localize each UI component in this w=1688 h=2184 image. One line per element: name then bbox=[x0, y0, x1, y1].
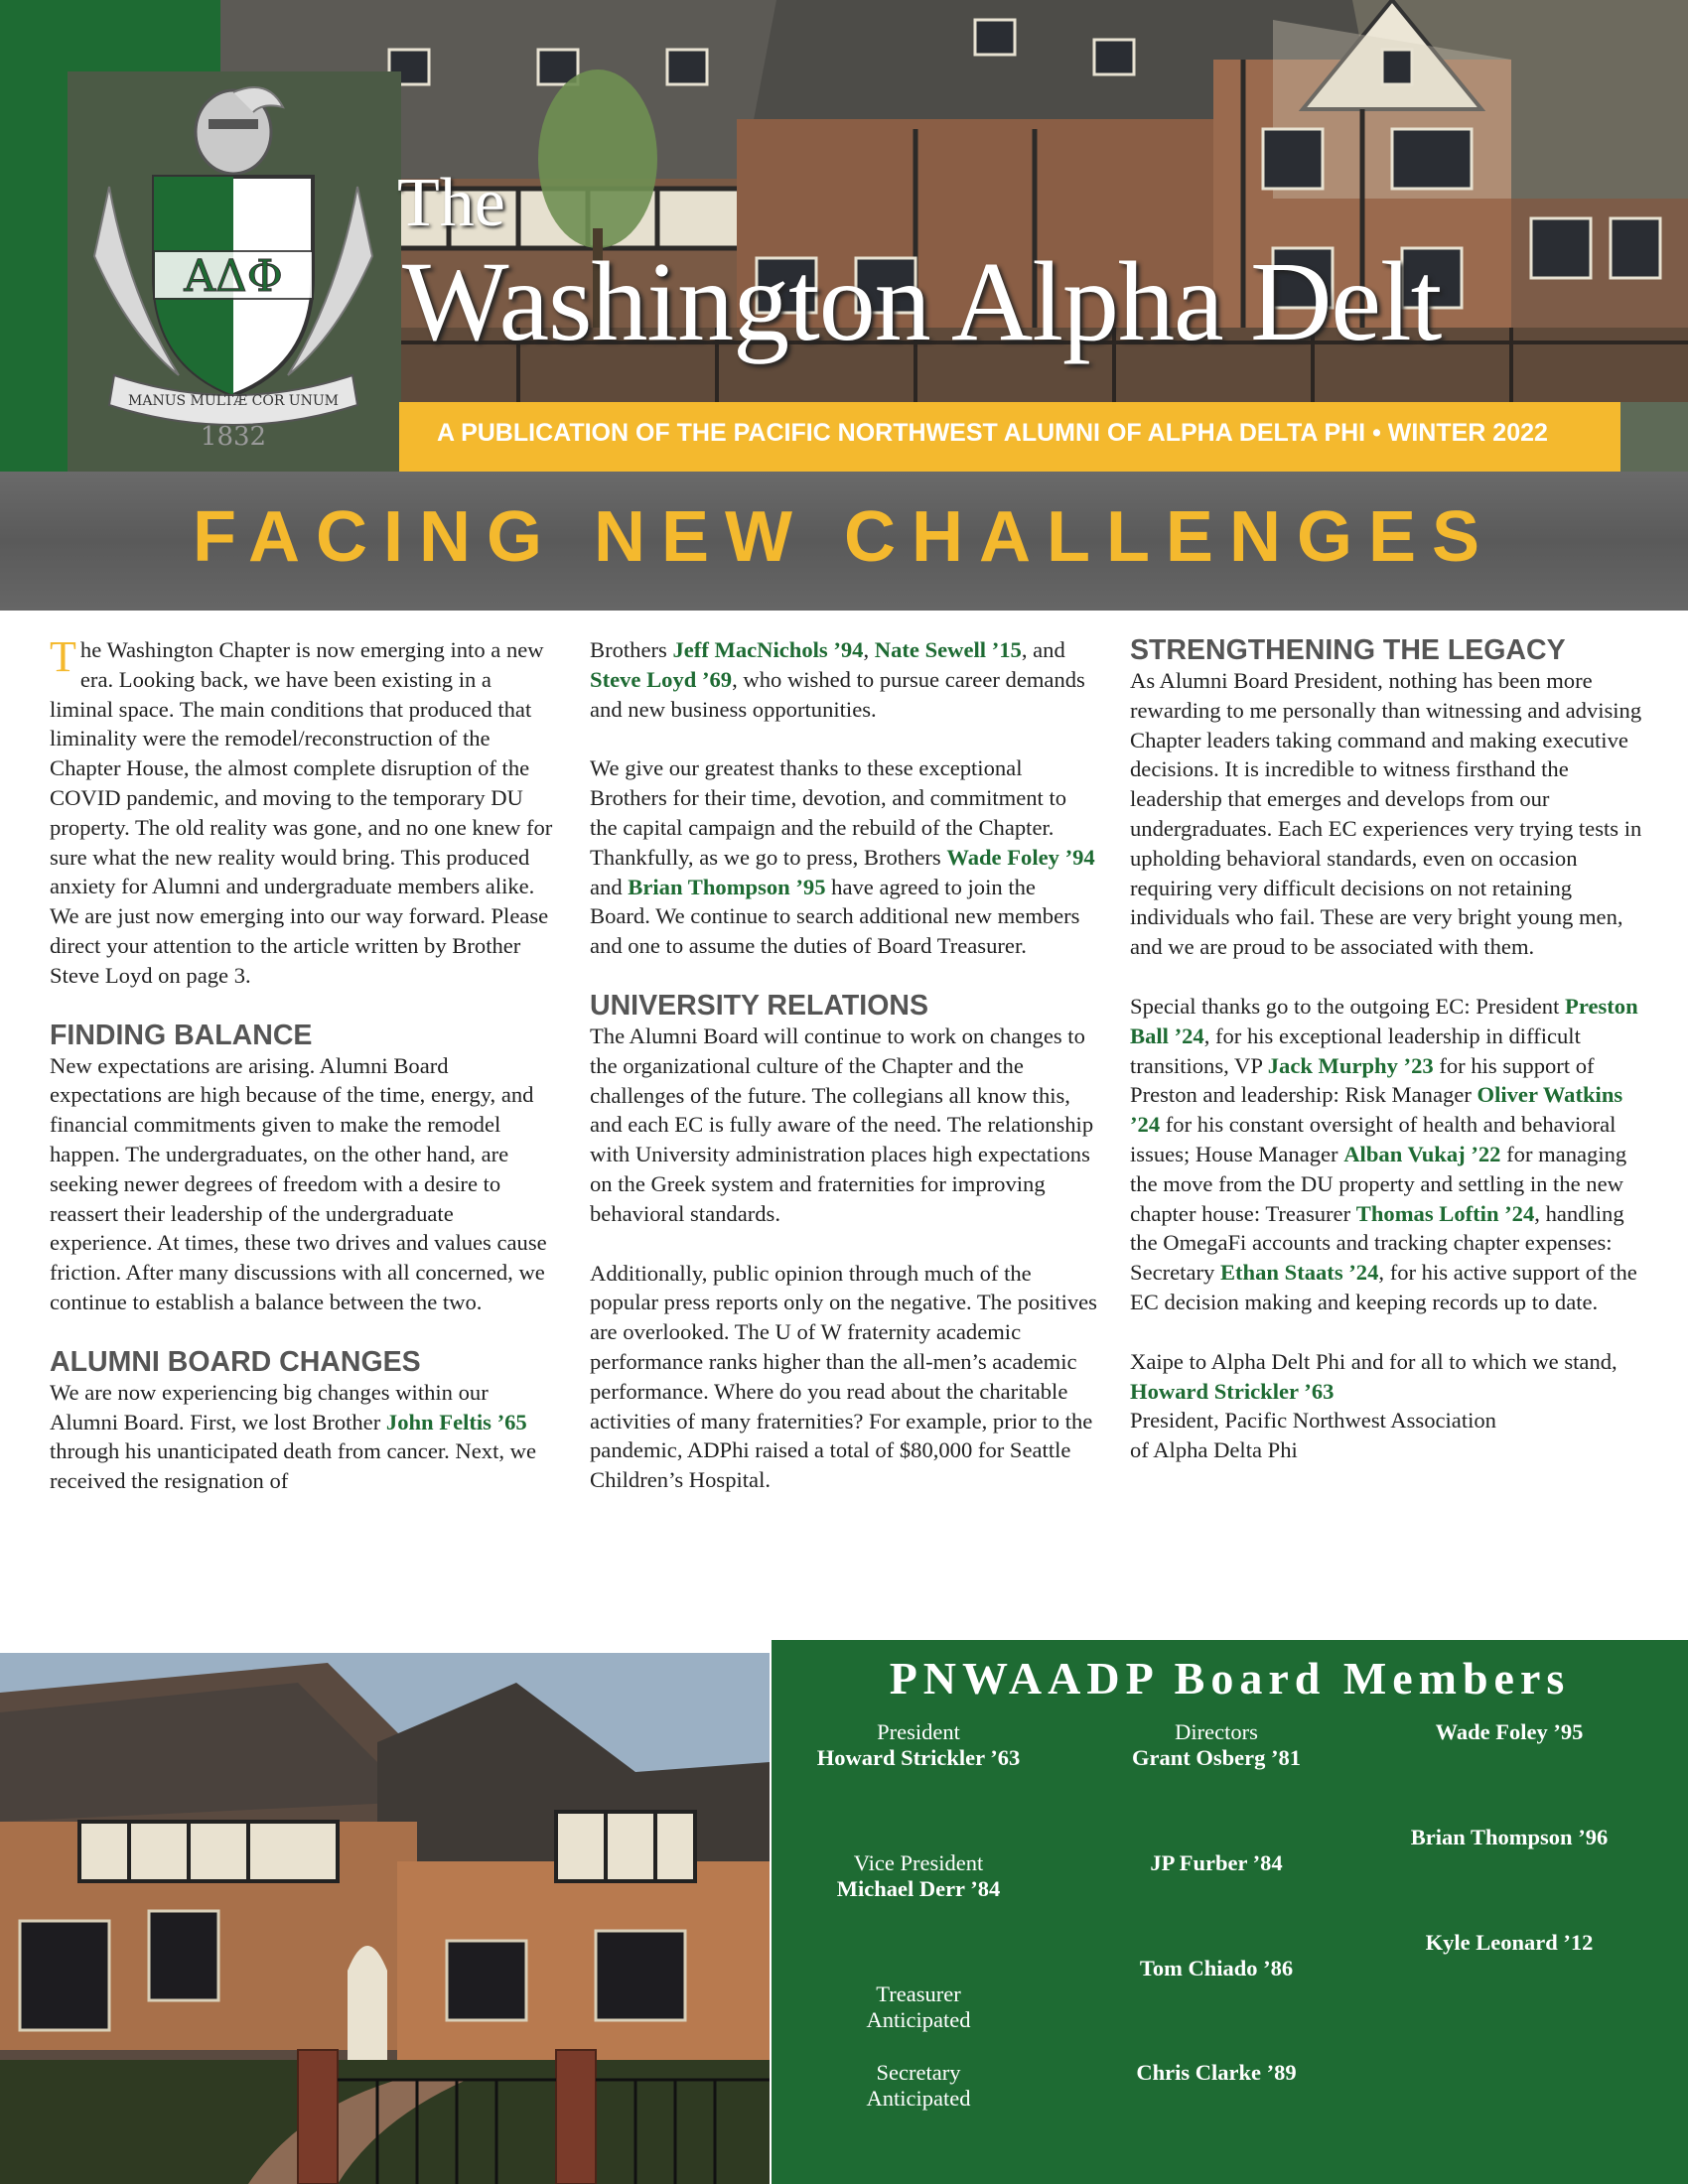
name-preston-ball: Preston Ball ’24 bbox=[1130, 993, 1638, 1048]
member-name: Tom Chiado ’86 bbox=[1139, 1956, 1294, 1980]
member-name: Wade Foley ’95 bbox=[1435, 1719, 1584, 1744]
role-label: Secretary bbox=[876, 2060, 961, 2085]
masthead-title: Washington Alpha Delt bbox=[402, 238, 1442, 364]
intro-text: he Washington Chapter is now emerging into a new era. Looking back, we have been existing in a liminal space. The main conditions that produced that liminality were the remodel/reconstruction of the Chapter House, the almost complete disruption of the COVID pandemic, and moving to the temporary DU property. The old reality was gone, and no one knew for sure what the new reality would bring. This produced anxiety for Alumni and undergraduate members alike. We are just now emerging into our way forward. Please direct your attention to the article written by Brother Steve Loyd on page 3. bbox=[50, 637, 553, 988]
name-nate-sewell: Nate Sewell ’15 bbox=[874, 637, 1022, 662]
column-2 bbox=[590, 635, 1098, 1495]
public-opinion-paragraph: Additionally, public opinion through much of the popular press reports only on the negative. The positives are overlooked. The U of W fraternity academic performance ranks higher than the all-men’s academic performance. Where do you read about the charitable activities of many fraternities? For example, prior to the pandemic, ADPhi raised a total of $80,000 for Seattle Children’s Hospital. bbox=[590, 1260, 1097, 1493]
balance-paragraph: New expectations are arising. Alumni Board expectations are high because of the time, energy, and financial commitments given to make the remodel happen. The undergraduates, on the other hand, are seeking newer degrees of freedom with a desire to reassert their leadership of the undergraduate experience. At times, these two drives and values cause friction. After many discussions with all concerned, we continue to establish a balance between the two. bbox=[50, 1052, 547, 1314]
name-thomas-loftin: Thomas Loftin ’24 bbox=[1355, 1200, 1535, 1226]
board-secretary bbox=[789, 2060, 1048, 2112]
text: , for his active support of the EC decision making and keeping records up to date. bbox=[1130, 1260, 1637, 1314]
heading-finding-balance: FINDING BALANCE bbox=[50, 1019, 313, 1051]
resignations-paragraph bbox=[590, 635, 1098, 724]
name-jack-murphy: Jack Murphy ’23 bbox=[1267, 1052, 1434, 1078]
name-ethan-staats: Ethan Staats ’24 bbox=[1219, 1260, 1379, 1286]
signature-name: Howard Strickler ’63 bbox=[1130, 1378, 1335, 1404]
text: , who wished to pursue career demands and new business opportunities. bbox=[590, 666, 1085, 722]
board-director bbox=[1082, 1850, 1350, 1876]
changes-text-b: through his unanticipated death from cancer. Next, we received the resignation of bbox=[50, 1438, 536, 1494]
name-alban-vukaj: Alban Vukaj ’22 bbox=[1343, 1141, 1501, 1166]
role-label: Treasurer bbox=[876, 1981, 961, 2006]
fraternity-crest-logo bbox=[70, 77, 397, 465]
member-name: Howard Strickler ’63 bbox=[816, 1745, 1021, 1770]
text: have agreed to join the Board. We continue to search additional new members and one to assume the duties of Board Treasurer. bbox=[590, 874, 1080, 959]
board-directors bbox=[1082, 1719, 1350, 1771]
member-name: Anticipated bbox=[866, 2086, 971, 2111]
member-name: Michael Derr ’84 bbox=[836, 1876, 1001, 1901]
name-john-feltis: John Feltis ’65 bbox=[385, 1409, 527, 1434]
thanks-paragraph bbox=[590, 753, 1098, 961]
name-brian-thompson: Brian Thompson ’95 bbox=[628, 874, 826, 899]
name-jeff-macnichols: Jeff MacNichols ’94 bbox=[672, 637, 864, 662]
headline: FACING NEW CHALLENGES bbox=[192, 497, 1495, 577]
legacy-paragraph: As Alumni Board President, nothing has been more rewarding to me personally than witnessing and advising Chapter leaders taking command and making executive decisions. It is incredible to witness firsthand the leadership that emerges and develops from our undergraduates. Each EC experiences very trying tests in upholding behavioral standards, even on occasion requiring very difficult decisions on not retaining individuals who fail. These are very bright young men, and we are proud to be associated with them. bbox=[1130, 668, 1642, 960]
board-director bbox=[1380, 1719, 1638, 1745]
board-title: PNWAADP Board Members bbox=[889, 1653, 1571, 1704]
board-director bbox=[1380, 1825, 1638, 1850]
masthead-title-the: The bbox=[397, 165, 505, 241]
special-thanks-paragraph bbox=[1130, 992, 1646, 1317]
text: , bbox=[863, 637, 875, 662]
text: Special thanks go to the outgoing EC: President bbox=[1130, 993, 1566, 1019]
changes-text-a: We are now experiencing big changes within our Alumni Board. First, we lost Brother bbox=[50, 1379, 489, 1434]
name-wade-foley: Wade Foley ’94 bbox=[946, 844, 1095, 870]
column-1 bbox=[50, 632, 556, 1496]
role-label: Vice President bbox=[853, 1850, 984, 1875]
heading-alumni-board-changes: ALUMNI BOARD CHANGES bbox=[50, 1345, 421, 1378]
changes-paragraph bbox=[50, 1378, 556, 1496]
chapter-house-photo bbox=[0, 1653, 770, 2184]
text: We give our greatest thanks to these exceptional Brothers for their time, devotion, and commitment to the capital campaign and the rebuild of the Chapter. Thankfully, as we go to press, Brothers bbox=[590, 755, 1067, 870]
text: , and bbox=[1021, 637, 1065, 662]
member-name: Grant Osberg ’81 bbox=[1132, 1745, 1301, 1770]
university-paragraph: The Alumni Board will continue to work on changes to the organizational culture of the Chapter and the challenges of the future. The collegians all know this, and each EC is fully aware of the need. The relationship with University administration places high expectations on the Greek system and fraternities for improving behavioral standards. bbox=[590, 1023, 1094, 1226]
heading-strengthening-legacy: STRENGTHENING THE LEGACY bbox=[1130, 634, 1566, 666]
role-label: Directors bbox=[1175, 1719, 1258, 1744]
board-vice-president bbox=[789, 1850, 1048, 1902]
column-3 bbox=[1130, 635, 1646, 1465]
crest-motto: MANUS MULTÆ COR UNUM bbox=[128, 393, 339, 409]
signature-title-2: of Alpha Delta Phi bbox=[1130, 1437, 1298, 1463]
board-director bbox=[1082, 1956, 1350, 1981]
subtitle-text: A PUBLICATION OF THE PACIFIC NORTHWEST ALUMNI OF ALPHA DELTA PHI • WINTER 2022 bbox=[437, 419, 1548, 447]
member-name: Chris Clarke ’89 bbox=[1136, 2060, 1297, 2085]
member-name: Kyle Leonard ’12 bbox=[1425, 1930, 1594, 1955]
text: for managing the move from the DU property and settling in the new chapter house: Treasurer bbox=[1130, 1141, 1627, 1226]
text: , for his exceptional leadership in difficult transitions, VP bbox=[1130, 1023, 1581, 1078]
crest-year: 1832 bbox=[200, 422, 267, 452]
member-name: Anticipated bbox=[866, 2007, 971, 2032]
name-steve-loyd: Steve Loyd ’69 bbox=[590, 666, 733, 692]
text: , handling the OmegaFi accounts and tracking chapter expenses: Secretary bbox=[1130, 1200, 1624, 1286]
crest-letters: ΑΔΦ bbox=[184, 251, 283, 302]
board-director bbox=[1082, 2060, 1350, 2086]
member-name: Brian Thompson ’96 bbox=[1410, 1825, 1609, 1849]
text: for his support of Preston and leadership: Risk Manager bbox=[1130, 1052, 1595, 1108]
board-director bbox=[1380, 1930, 1638, 1956]
name-oliver-watkins: Oliver Watkins ’24 bbox=[1130, 1082, 1623, 1138]
member-name: JP Furber ’84 bbox=[1150, 1850, 1283, 1875]
board-treasurer bbox=[789, 1981, 1048, 2033]
role-label: President bbox=[877, 1719, 960, 1744]
board-president bbox=[789, 1719, 1048, 1771]
text: and bbox=[590, 874, 629, 899]
intro-paragraph bbox=[50, 632, 556, 991]
closing-line: Xaipe to Alpha Delt Phi and for all to which we stand, bbox=[1130, 1348, 1618, 1374]
heading-university-relations: UNIVERSITY RELATIONS bbox=[590, 989, 928, 1022]
drop-cap: T bbox=[50, 632, 76, 681]
text: Brothers bbox=[590, 637, 673, 662]
text: for his constant oversight of health and behavioral issues; House Manager bbox=[1130, 1112, 1617, 1166]
signature-title-1: President, Pacific Northwest Association bbox=[1130, 1408, 1496, 1433]
